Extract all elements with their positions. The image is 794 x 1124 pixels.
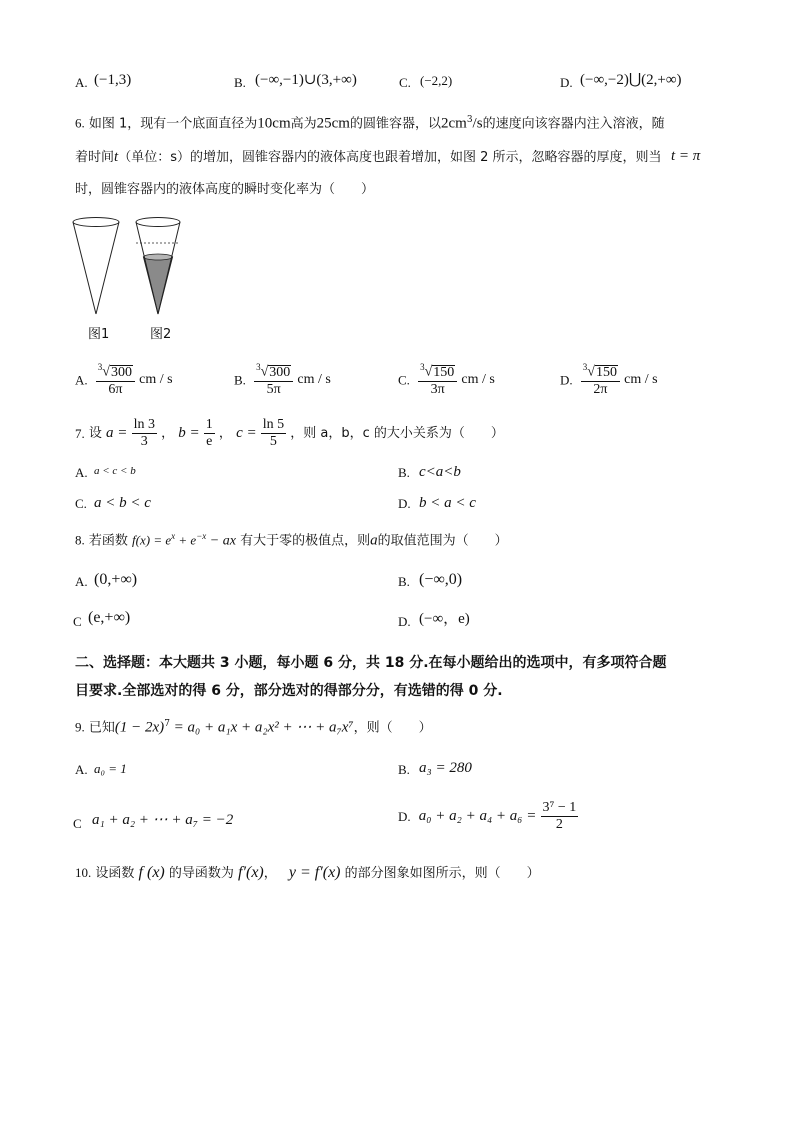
q7-stem: [75, 418, 504, 449]
q10-derivative: f′(x): [238, 864, 264, 881]
q9-option-a: a₀ = 1: [94, 761, 127, 776]
q6-option-b: B. $\frac{^3√300}{5\pi}$ cm / s: [234, 362, 331, 397]
q10-text: 设函数: [95, 866, 135, 881]
q5-option-a: (−1,3): [94, 72, 132, 88]
root-index: 3: [420, 362, 425, 372]
q8-number: 8.: [75, 532, 85, 548]
q6-option-c: C. $\frac{^3√150}{3\pi}$ cm / s: [398, 362, 495, 397]
q10-stem: [75, 865, 540, 881]
q6-text: 的速度向该容器内注入溶液，随: [482, 116, 665, 132]
q6-number: 6.: [75, 115, 85, 131]
q6-text: 高为: [290, 116, 317, 132]
q7-c-denominator: 5: [269, 434, 277, 449]
q6-text: 的圆锥容器，以: [349, 116, 441, 132]
q6-option-b-label: B.: [234, 372, 246, 388]
q7-text: ，则 a，b，c 的大小关系为（ ）: [290, 426, 504, 441]
q9-option-a-label: A.: [75, 762, 88, 777]
q8-option-b: (−∞,0): [419, 571, 463, 588]
unit: cm / s: [139, 371, 173, 387]
q9-stem: [75, 720, 432, 735]
q9-expansion: = a₀ + a₁x + a₂x² + ⋯ + a₇x⁷: [169, 719, 354, 736]
q8-text: 的取值范围为（ ）: [377, 533, 508, 549]
q7-number: 7.: [75, 426, 85, 441]
cone-figure-1: [73, 218, 119, 315]
q9-exponent: 7: [164, 719, 170, 729]
q10-separator: ，: [263, 866, 277, 881]
q9-option-d-lhs: a₀ + a₂ + a₄ + a₆ =: [418, 808, 537, 824]
q7-c-eq: c =: [236, 425, 257, 441]
q9-option-b-label: B.: [398, 762, 410, 777]
q7-option-d: b < a < c: [419, 495, 476, 511]
q6-option-a-label: A.: [75, 372, 88, 388]
q6-time-condition: t = π: [671, 148, 701, 164]
q8-option-d: (−∞，e): [419, 611, 470, 627]
unit: cm / s: [461, 371, 495, 387]
q9-text: ，则（ ）: [353, 720, 432, 736]
q6-option-d: D. $\frac{^3√150}{2\pi}$ cm / s: [560, 362, 658, 397]
q9-option-b: a₃ = 280: [419, 760, 472, 776]
q5-option-a-label: A.: [75, 75, 88, 90]
q8-text: 有大于零的极值点，则: [240, 533, 371, 549]
q9-option-d-numerator: 3⁷ − 1: [542, 800, 577, 815]
q7-separator: ，: [161, 426, 175, 441]
unit: cm / s: [624, 371, 658, 387]
q9-text: 已知: [88, 720, 115, 736]
denominator: 6π: [108, 381, 123, 397]
section-2-heading-line2: 目要求.全部选对的得 6 分，部分选对的得部分分，有选错的得 0 分.: [75, 683, 503, 699]
q8-text: 若函数: [88, 533, 128, 549]
q7-separator: ，: [218, 426, 232, 441]
q5-option-c-label: C.: [399, 75, 411, 90]
q10-number: 10.: [75, 865, 92, 880]
q8-function: + e: [175, 532, 197, 548]
cone-figures: [70, 214, 190, 324]
q6-rate-unit: /s: [472, 115, 483, 132]
q8-exponent: x: [171, 531, 176, 541]
q6-option-c-label: C.: [398, 372, 410, 388]
section-2-heading-line1: 二、选择题：本大题共 3 小题，每小题 6 分，共 18 分.在每小题给出的选项中，有多项符合题: [75, 655, 667, 671]
q6-line3: 时，圆锥容器内的液体高度的瞬时变化率为（ ）: [75, 182, 375, 197]
figure-1-caption: 图1: [88, 327, 110, 342]
radicand: 150: [595, 364, 617, 380]
q7-b-eq: b =: [178, 425, 200, 441]
q7-a-numerator: ln 3: [133, 417, 155, 432]
radicand: 150: [433, 364, 455, 380]
q8-exponent: −x: [196, 531, 207, 541]
q6-time-var: t: [114, 149, 119, 165]
denominator: 2π: [593, 381, 608, 397]
root-index: 3: [97, 362, 103, 372]
q7-b-numerator: 1: [205, 417, 213, 432]
q10-graph-eq: y = f′(x): [288, 864, 341, 881]
q8-option-a: (0,+∞): [94, 571, 138, 588]
q7-b-denominator: e: [206, 434, 213, 449]
q7-a-eq: a =: [106, 425, 128, 441]
q7-option-a-label: A.: [75, 465, 88, 480]
q6-line2: [75, 150, 662, 165]
radicand: 300: [269, 364, 291, 380]
q9-option-c: a₁ + a₂ + ⋯ + a₇ = −2: [92, 812, 234, 828]
q9-option-d: [398, 801, 578, 832]
q8-option-c-label: C: [73, 614, 82, 629]
q6-text: 如图 1，现有一个底面直径为: [88, 116, 258, 132]
q7-option-a: a < c < b: [94, 465, 136, 477]
q10-function: f (x): [138, 864, 165, 881]
q7-c-numerator: ln 5: [262, 417, 285, 432]
q8-option-b-label: B.: [398, 574, 410, 589]
q6-rate: 2cm: [440, 115, 467, 132]
q7-option-c-label: C.: [75, 496, 87, 511]
q5-option-b: (−∞,−1)∪(3,+∞): [255, 72, 357, 88]
denominator: 5π: [266, 381, 281, 397]
figure-2-caption: 图2: [150, 327, 172, 342]
q8-option-c: (e,+∞): [88, 609, 131, 626]
q7-option-d-label: D.: [398, 496, 411, 511]
q7-option-c: a < b < c: [94, 495, 151, 511]
q10-text: 的导函数为: [168, 866, 234, 881]
radicand: 300: [110, 364, 132, 380]
q5-option-d: (−∞,−2)⋃(2,+∞): [580, 72, 682, 88]
q6-rate-exponent: 3: [466, 115, 473, 125]
q8-function: − ax: [206, 533, 236, 549]
root-index: 3: [256, 362, 261, 372]
denominator: 3π: [430, 381, 445, 397]
q6-text: 着时间: [75, 150, 115, 165]
q5-option-d-label: D.: [560, 75, 573, 90]
q9-expression: (1 − 2x): [114, 719, 165, 736]
q6-diameter: 10cm: [257, 115, 291, 132]
q9-option-c-label: C: [73, 816, 82, 831]
q7-text: 设: [88, 426, 102, 441]
q8-stem: [75, 532, 508, 548]
q8-option-d-label: D.: [398, 614, 411, 629]
q7-option-b-label: B.: [398, 465, 410, 480]
q5-option-c: (−2,2): [420, 73, 453, 88]
q6-option-d-label: D.: [560, 372, 573, 388]
root-index: 3: [582, 362, 588, 372]
q6-line1: [75, 116, 665, 131]
q6-option-a: A. $\frac{^3√300}{6\pi}$ cm / s: [75, 362, 173, 397]
cone-figure-2: [136, 218, 180, 315]
q9-option-d-denominator: 2: [555, 817, 563, 832]
unit: cm / s: [297, 371, 331, 387]
q7-option-b: c<a<b: [419, 464, 461, 480]
q7-a-denominator: 3: [140, 434, 148, 449]
q6-text: （单位：s）的增加，圆锥容器内的液体高度也跟着增加，如图 2 所示，忽略容器的厚度，则当: [118, 150, 662, 165]
q8-option-a-label: A.: [75, 574, 88, 589]
q8-function: f(x) = e: [132, 532, 172, 548]
q5-option-b-label: B.: [234, 75, 246, 90]
q8-var: a: [370, 532, 378, 549]
q10-text: 的部分图象如图所示，则（ ）: [344, 866, 540, 881]
q6-height: 25cm: [316, 115, 350, 132]
q9-option-d-label: D.: [398, 809, 411, 824]
q9-number: 9.: [75, 719, 85, 735]
